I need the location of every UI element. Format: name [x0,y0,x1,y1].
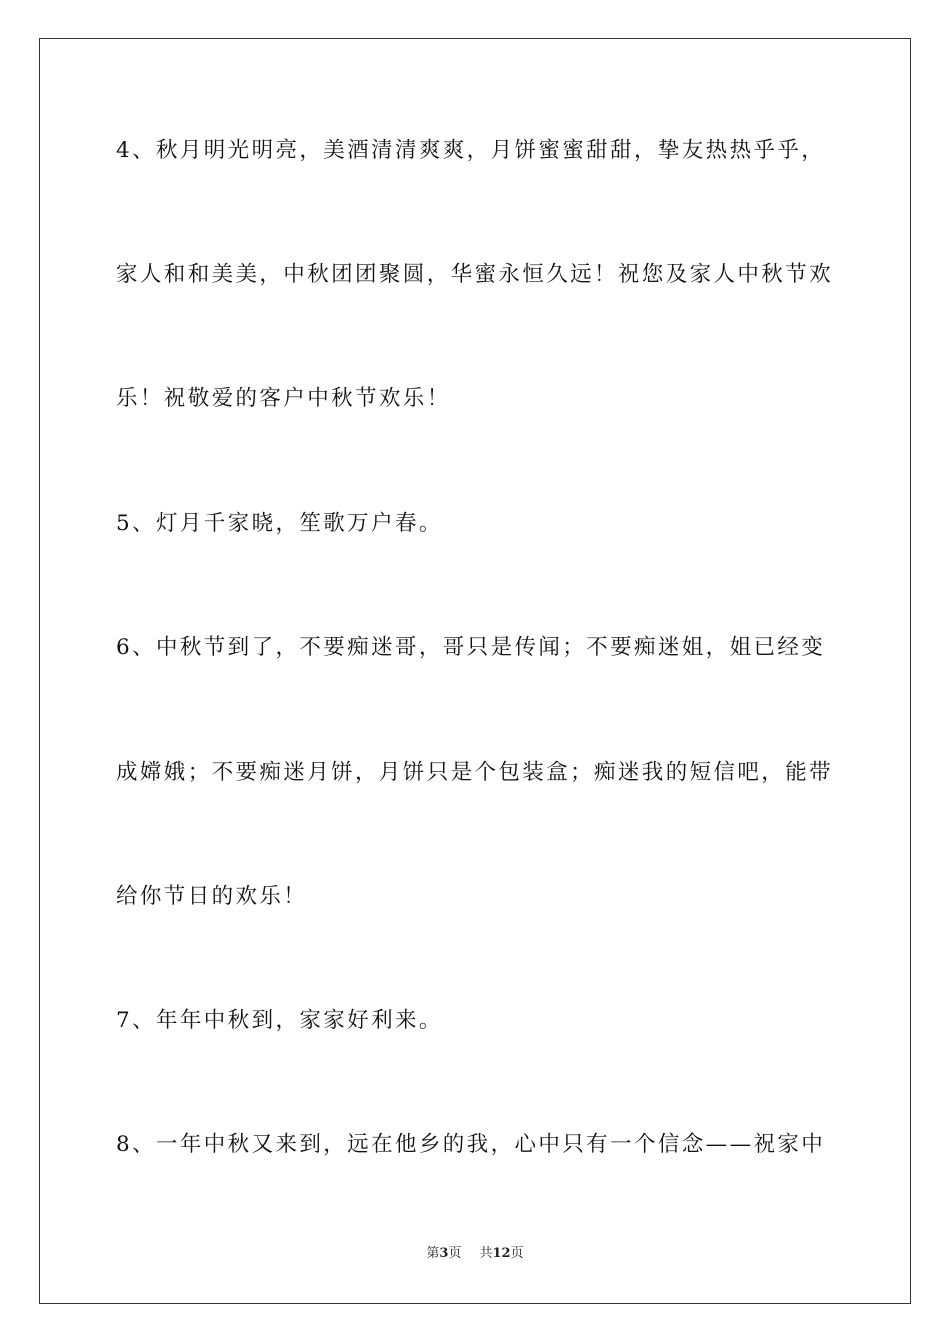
total-suffix: 页 [510,1246,524,1261]
text-line-4: 5、灯月千家晓，笙歌万户春。 [116,511,443,536]
text-line-6: 成嫦娥；不要痴迷月饼，月饼只是个包装盒；痴迷我的短信吧，能带 [116,760,834,785]
page-footer [0,1244,950,1264]
text-line-5: 6、中秋节到了，不要痴迷哥，哥只是传闻；不要痴迷姐，姐已经变 [116,635,826,660]
page-suffix: 页 [448,1246,462,1261]
page-border [39,38,911,1304]
text-line-8: 7、年年中秋到，家家好利来。 [116,1008,443,1033]
total-prefix: 共 [479,1246,493,1261]
text-line-2: 家人和和美美，中秋团团聚圆，华蜜永恒久远！祝您及家人中秋节欢 [116,262,834,287]
text-line-7: 给你节日的欢乐！ [116,884,308,909]
page-number: 3 [439,1246,449,1261]
text-line-3: 乐！祝敬爱的客户中秋节欢乐！ [116,386,451,411]
text-line-1: 4、秋月明光明亮，美酒清清爽爽，月饼蜜蜜甜甜，挚友热热乎乎， [116,138,826,163]
text-line-9: 8、一年中秋又来到，远在他乡的我，心中只有一个信念——祝家中 [116,1132,826,1157]
page-prefix: 第 [426,1246,440,1261]
total-pages: 12 [492,1246,511,1261]
